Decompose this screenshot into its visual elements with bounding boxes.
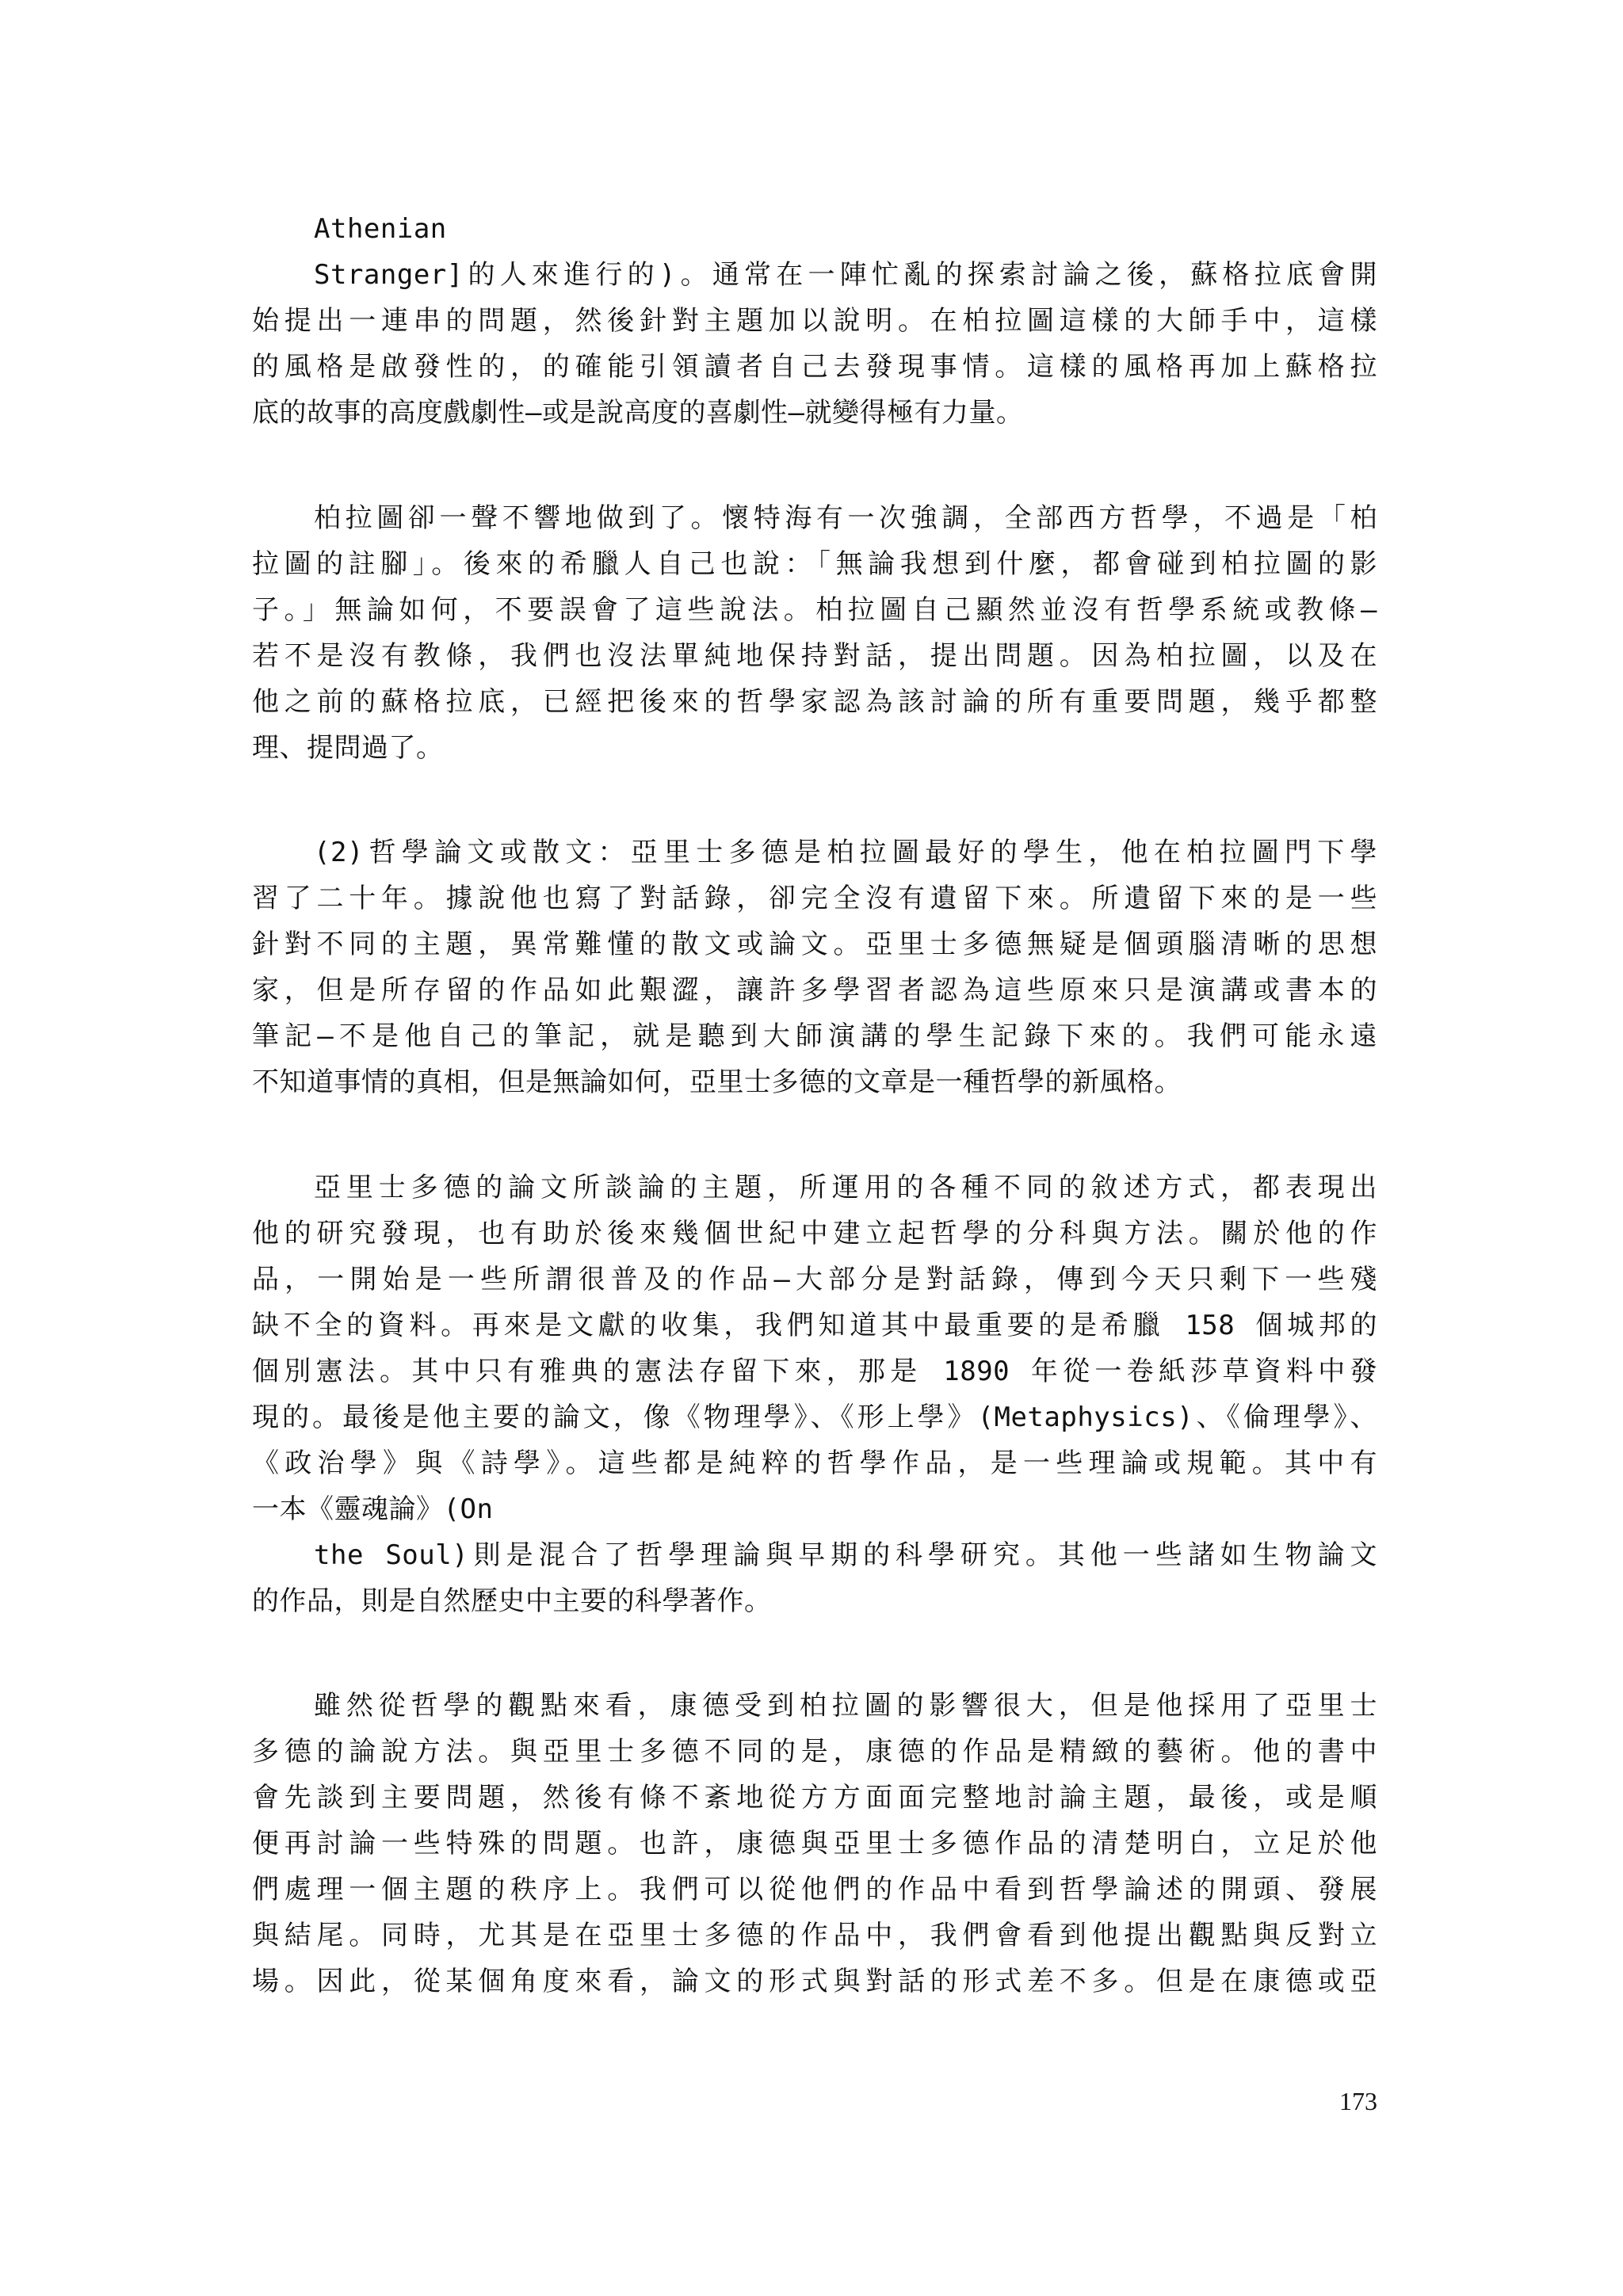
paragraph-5-line-5: 們處理一個主題的秩序上。我們可以從他們的作品中看到哲學論述的開頭、發展 <box>252 1874 1377 1905</box>
paragraph-3-line-1: (2)哲學論文或散文：亞里士多德是柏拉圖最好的學生，他在柏拉圖門下學 <box>314 837 1377 868</box>
paragraph-1-line-3: 始提出一連串的問題，然後針對主題加以說明。在柏拉圖這樣的大師手中，這樣 <box>252 305 1377 337</box>
paragraph-4-line-6: 現的。最後是他主要的論文，像《物理學》、《形上學》(Metaphysics)、《倫理學》、 <box>252 1402 1377 1433</box>
paragraph-4-line-4: 缺不全的資料。再來是文獻的收集，我們知道其中最重要的是希臘 158 個城邦的 <box>252 1310 1377 1341</box>
paragraph-4-line-8: 一本《靈魂論》(On <box>252 1493 494 1525</box>
paragraph-1-line-4: 的風格是啟發性的，的確能引領讀者自己去發現事情。這樣的風格再加上蘇格拉 <box>252 351 1377 383</box>
paragraph-4-line-2: 他的研究發現，也有助於後來幾個世紀中建立起哲學的分科與方法。關於他的作 <box>252 1218 1377 1249</box>
paragraph-3-line-4: 家，但是所存留的作品如此艱澀，讓許多學習者認為這些原來只是演講或書本的 <box>252 974 1377 1006</box>
paragraph-2-line-1: 柏拉圖卻一聲不響地做到了。懷特海有一次強調，全部西方哲學，不過是「柏 <box>314 502 1377 534</box>
page-number: 173 <box>1339 2087 1377 2115</box>
paragraph-5-line-2: 多德的論說方法。與亞里士多德不同的是，康德的作品是精緻的藝術。他的書中 <box>252 1736 1377 1768</box>
paragraph-2-line-3: 子。」無論如何，不要誤會了這些說法。柏拉圖自己顯然並沒有哲學系統或教條— <box>252 594 1377 626</box>
paragraph-5-line-3: 會先談到主要問題，然後有條不紊地從方方面面完整地討論主題，最後，或是順 <box>252 1782 1377 1814</box>
paragraph-4-line-10: 的作品，則是自然歷史中主要的科學著作。 <box>252 1585 772 1617</box>
paragraph-3-line-5: 筆記—不是他自己的筆記，就是聽到大師演講的學生記錄下來的。我們可能永遠 <box>252 1020 1377 1052</box>
paragraph-2-line-4: 若不是沒有教條，我們也沒法單純地保持對話，提出問題。因為柏拉圖，以及在 <box>252 640 1377 672</box>
paragraph-3-line-6: 不知道事情的真相，但是無論如何，亞里士多德的文章是一種哲學的新風格。 <box>252 1066 1182 1098</box>
paragraph-4-line-5: 個別憲法。其中只有雅典的憲法存留下來，那是 1890 年從一卷紙莎草資料中發 <box>252 1356 1377 1387</box>
paragraph-1-line-2: Stranger]的人來進行的)。通常在一陣忙亂的探索討論之後，蘇格拉底會開 <box>314 259 1377 291</box>
paragraph-5-line-1: 雖然從哲學的觀點來看，康德受到柏拉圖的影響很大，但是他採用了亞里士 <box>314 1690 1377 1722</box>
paragraph-5-line-4: 便再討論一些特殊的問題。也許，康德與亞里士多德作品的清楚明白，立足於他 <box>252 1828 1377 1859</box>
paragraph-4-line-7: 《政治學》與《詩學》。這些都是純粹的哲學作品，是一些理論或規範。其中有 <box>252 1447 1377 1479</box>
paragraph-4-line-9: the Soul)則是混合了哲學理論與早期的科學研究。其他一些諸如生物論文 <box>314 1539 1377 1571</box>
paragraph-3-line-3: 針對不同的主題，異常難懂的散文或論文。亞里士多德無疑是個頭腦清晰的思想 <box>252 929 1377 960</box>
paragraph-5-line-6: 與結尾。同時，尤其是在亞里士多德的作品中，我們會看到他提出觀點與反對立 <box>252 1920 1377 1951</box>
paragraph-4-line-1: 亞里士多德的論文所談論的主題，所運用的各種不同的敘述方式，都表現出 <box>314 1172 1377 1203</box>
paragraph-5-line-7: 場。因此，從某個角度來看，論文的形式與對話的形式差不多。但是在康德或亞 <box>252 1966 1377 1997</box>
paragraph-2-line-5: 他之前的蘇格拉底，已經把後來的哲學家認為該討論的所有重要問題，幾乎都整 <box>252 686 1377 718</box>
paragraph-2-line-6: 理、提問過了。 <box>252 732 444 764</box>
paragraph-1-line-1: Athenian <box>314 213 447 245</box>
paragraph-4-line-3: 品，一開始是一些所謂很普及的作品—大部分是對話錄，傳到今天只剩下一些殘 <box>252 1264 1377 1295</box>
paragraph-1-line-5: 底的故事的高度戲劇性—或是說高度的喜劇性—就變得極有力量。 <box>252 397 1024 429</box>
paragraph-2-line-2: 拉圖的註腳」。後來的希臘人自己也說：「無論我想到什麼，都會碰到柏拉圖的影 <box>252 548 1377 580</box>
paragraph-3-line-2: 習了二十年。據說他也寫了對話錄，卻完全沒有遺留下來。所遺留下來的是一些 <box>252 883 1377 914</box>
